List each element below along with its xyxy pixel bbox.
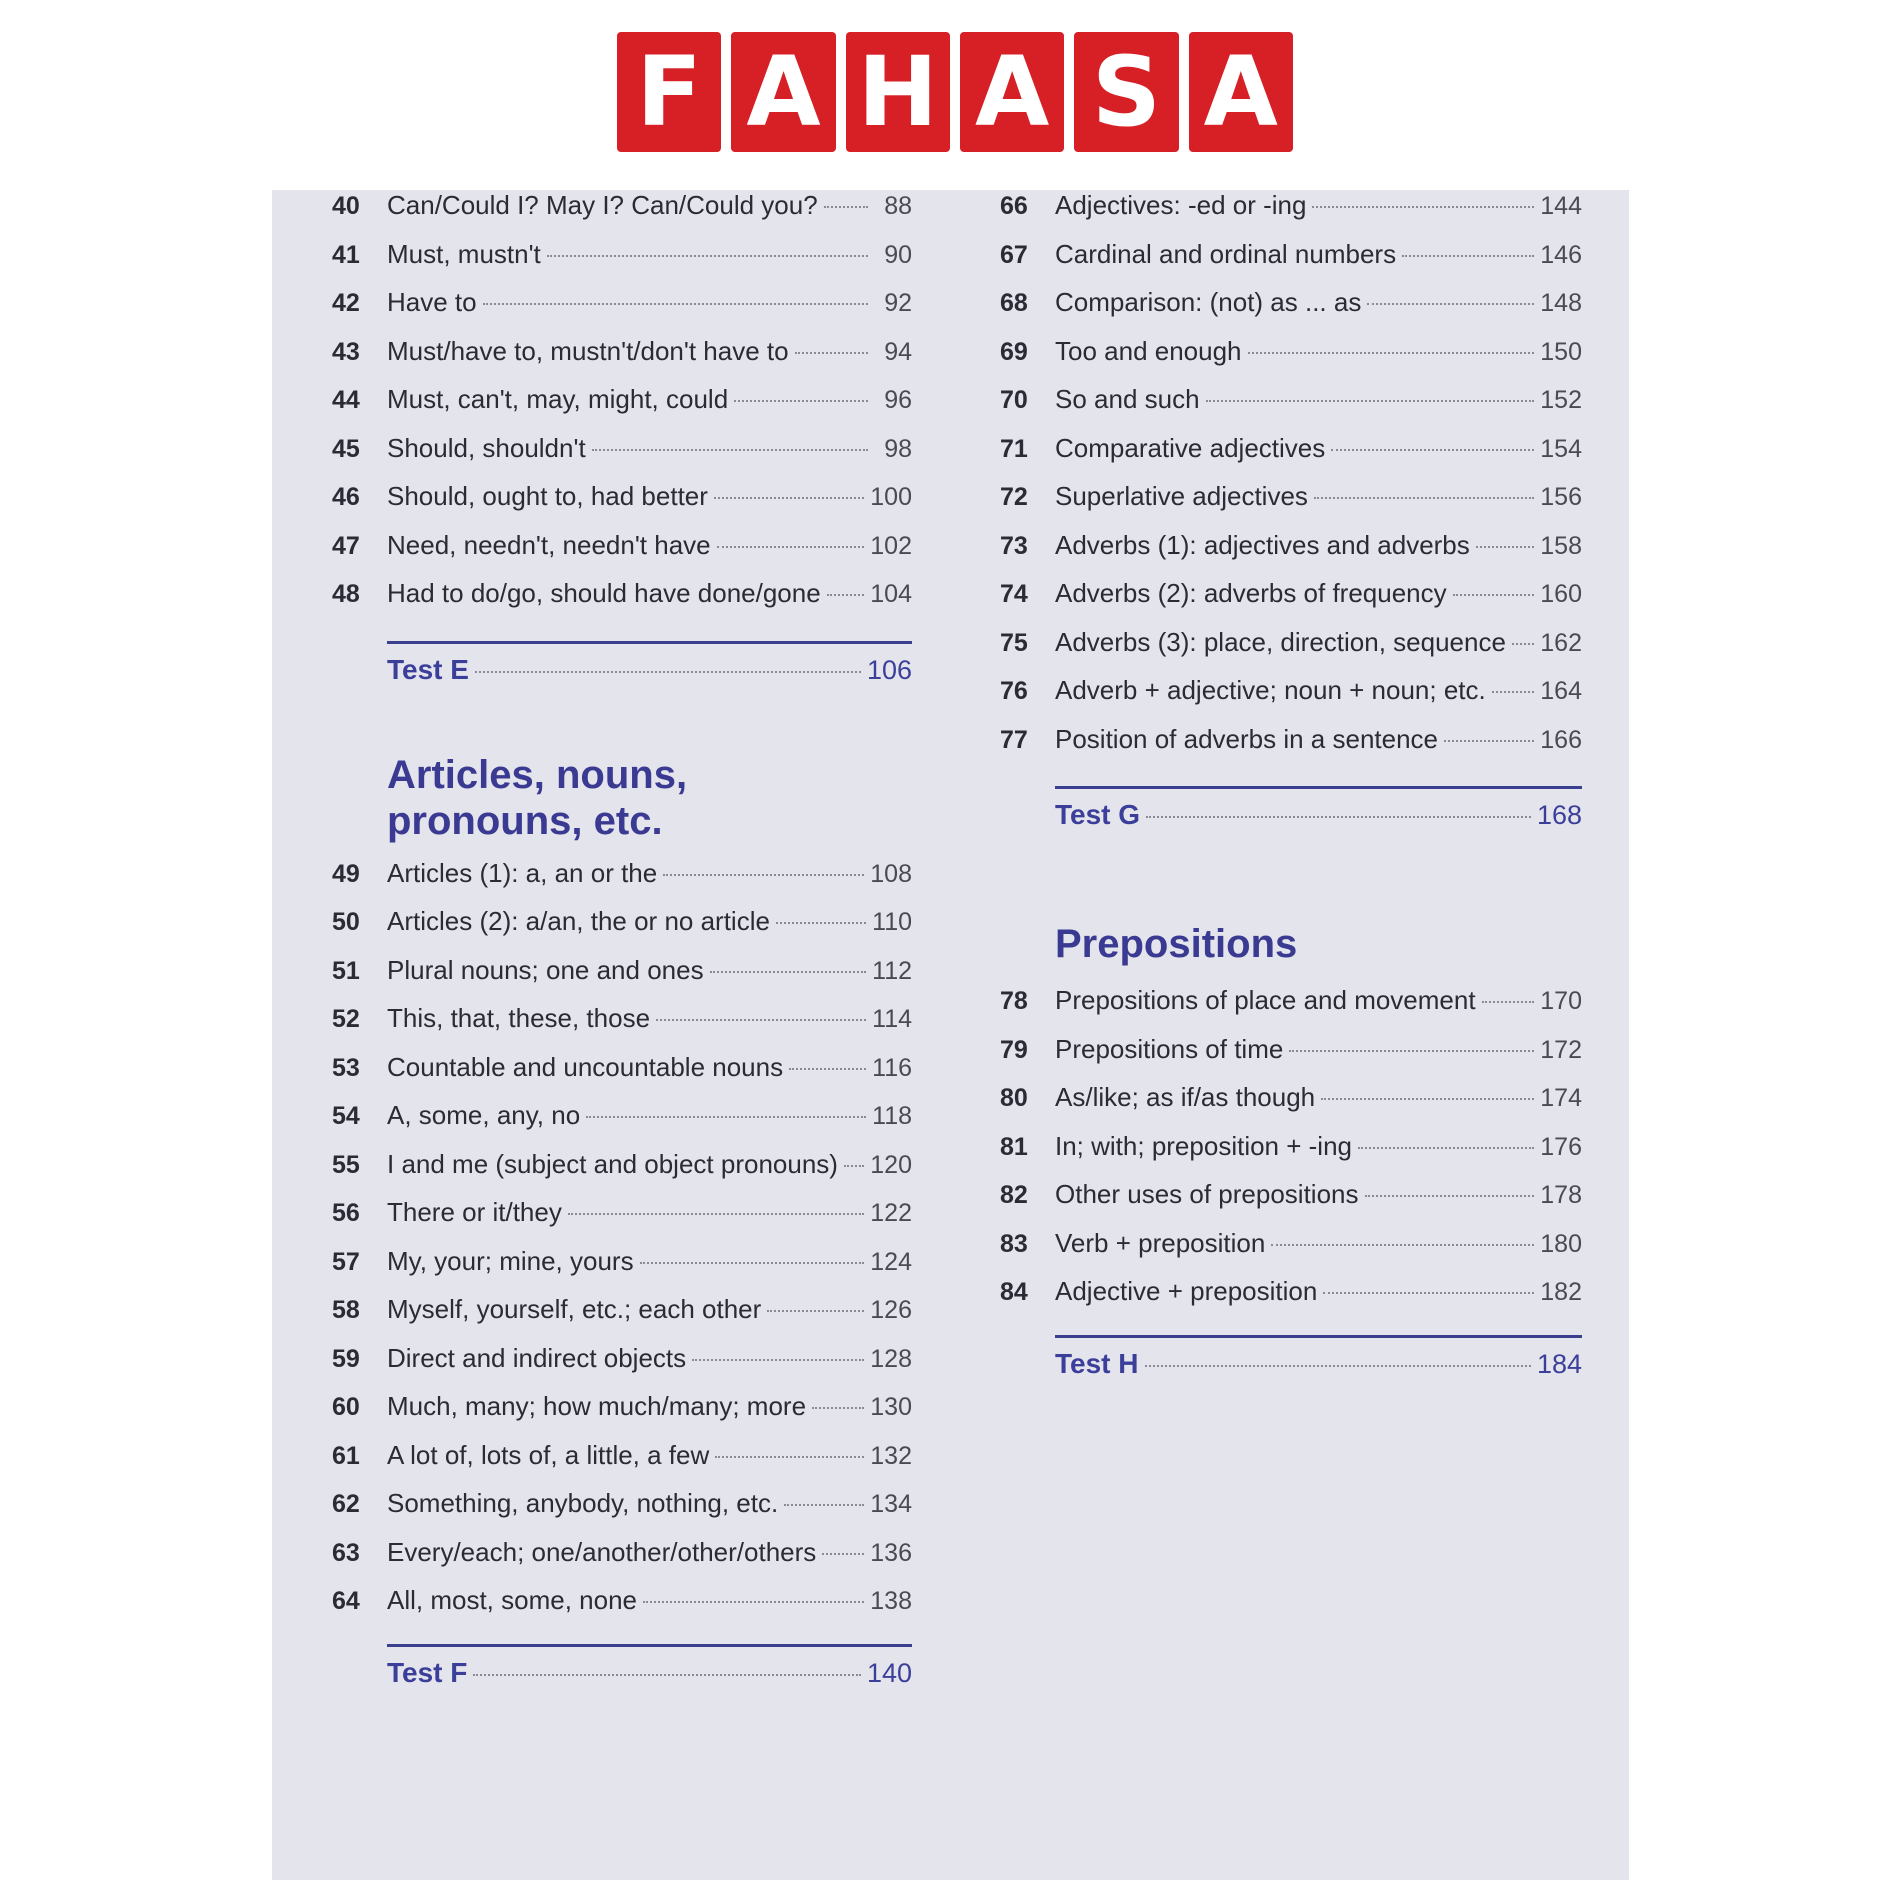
unit-title: Need, needn't, needn't have xyxy=(387,529,711,560)
unit-number: 77 xyxy=(1000,725,1028,754)
unit-number: 47 xyxy=(332,531,360,560)
leader-dots xyxy=(710,971,867,973)
toc-entry[interactable] xyxy=(332,955,912,1004)
page-number: 114 xyxy=(872,1005,912,1033)
leader-dots xyxy=(822,1553,864,1555)
test-g-entry[interactable] xyxy=(1055,786,1582,851)
unit-number: 54 xyxy=(332,1102,360,1130)
toc-entry[interactable] xyxy=(1000,985,1582,1034)
toc-entry[interactable] xyxy=(1000,1034,1582,1083)
unit-title: Adverbs (2): adverbs of frequency xyxy=(1055,578,1447,608)
unit-number: 50 xyxy=(332,908,360,936)
leader-dots xyxy=(568,1213,864,1215)
toc-entry[interactable] xyxy=(332,1294,912,1343)
page-number: 144 xyxy=(1540,192,1582,220)
unit-number: 76 xyxy=(1000,677,1028,705)
fahasa-logo xyxy=(617,32,1293,152)
unit-number: 42 xyxy=(332,289,360,317)
unit-number: 79 xyxy=(1000,1035,1028,1064)
page-number: 112 xyxy=(872,956,912,985)
logo-tile: A xyxy=(960,32,1064,152)
page-number: 94 xyxy=(884,337,912,366)
entry-list xyxy=(1000,985,1582,1325)
toc-entry[interactable] xyxy=(332,1052,912,1101)
unit-title: Every/each; one/another/other/others xyxy=(387,1536,817,1567)
unit-number: 71 xyxy=(1000,434,1028,463)
toc-entry[interactable] xyxy=(1000,433,1582,482)
unit-number: 73 xyxy=(1000,531,1028,560)
contents-page xyxy=(272,190,1629,1880)
leader-dots xyxy=(547,255,868,257)
leader-dots xyxy=(1145,1365,1531,1367)
test-h-entry[interactable] xyxy=(1055,1335,1582,1400)
unit-title: Plural nouns; one and ones xyxy=(387,954,704,985)
page-number: 146 xyxy=(1540,240,1582,269)
unit-title: There or it/they xyxy=(387,1197,562,1227)
unit-number: 80 xyxy=(1000,1084,1028,1112)
leader-dots xyxy=(776,922,866,924)
unit-number: 72 xyxy=(1000,483,1028,511)
unit-number: 53 xyxy=(332,1053,360,1082)
unit-number: 41 xyxy=(332,240,360,269)
unit-number: 67 xyxy=(1000,240,1028,269)
leader-dots xyxy=(844,1165,864,1167)
leader-dots xyxy=(795,352,868,354)
leader-dots xyxy=(824,206,868,208)
unit-number: 57 xyxy=(332,1247,360,1276)
toc-entry[interactable] xyxy=(332,1003,912,1052)
entry-list xyxy=(332,190,912,627)
unit-title: Comparison: (not) as ... as xyxy=(1055,287,1362,317)
page-number: 130 xyxy=(870,1393,912,1421)
unit-title: Articles (1): a, an or the xyxy=(387,857,658,888)
entry-list xyxy=(1000,190,1582,772)
unit-number: 59 xyxy=(332,1344,360,1373)
unit-title: Cardinal and ordinal numbers xyxy=(1055,238,1397,269)
toc-entry[interactable] xyxy=(332,190,912,239)
page-number: 176 xyxy=(1540,1132,1582,1161)
page-number: 90 xyxy=(884,240,912,269)
page-number: 178 xyxy=(1540,1181,1582,1209)
leader-dots xyxy=(715,1456,864,1458)
page-number: 104 xyxy=(870,580,912,608)
toc-entry[interactable] xyxy=(332,1197,912,1246)
leader-dots xyxy=(1206,400,1535,402)
logo-tile: A xyxy=(731,32,835,152)
unit-title: Should, ought to, had better xyxy=(387,481,708,511)
unit-number: 62 xyxy=(332,1490,360,1518)
toc-entry[interactable] xyxy=(332,530,912,579)
left-column xyxy=(332,190,912,1709)
test-title: Test E xyxy=(387,653,469,685)
toc-entry[interactable] xyxy=(332,1488,912,1537)
entry-list xyxy=(332,858,912,1634)
unit-title: All, most, some, none xyxy=(387,1585,637,1615)
leader-dots xyxy=(663,874,864,876)
page-number: 184 xyxy=(1536,1348,1582,1379)
leader-dots xyxy=(692,1359,864,1361)
toc-entry[interactable] xyxy=(332,1100,912,1149)
unit-number: 63 xyxy=(332,1538,360,1567)
toc-entry[interactable] xyxy=(1000,724,1582,773)
toc-entry[interactable] xyxy=(332,1391,912,1440)
logo-tile: A xyxy=(1189,32,1293,152)
toc-entry[interactable] xyxy=(1000,530,1582,579)
leader-dots xyxy=(643,1601,864,1603)
unit-number: 75 xyxy=(1000,628,1028,657)
unit-title: Must, can't, may, might, could xyxy=(387,384,729,414)
page-number: 156 xyxy=(1540,483,1582,511)
toc-entry[interactable] xyxy=(1000,1131,1582,1180)
page-number: 96 xyxy=(884,386,912,414)
unit-number: 69 xyxy=(1000,337,1028,366)
leader-dots xyxy=(473,1674,861,1676)
page-number: 158 xyxy=(1540,531,1582,560)
unit-title: Comparative adjectives xyxy=(1055,432,1326,463)
unit-title: Must, mustn't xyxy=(387,238,541,269)
toc-entry[interactable] xyxy=(332,1149,912,1198)
unit-number: 74 xyxy=(1000,580,1028,608)
unit-title: A, some, any, no xyxy=(387,1100,581,1130)
page-number: 148 xyxy=(1540,289,1582,317)
unit-number: 43 xyxy=(332,337,360,366)
page-number: 170 xyxy=(1540,987,1582,1015)
unit-title: In; with; preposition + -ing xyxy=(1055,1130,1352,1161)
unit-number: 56 xyxy=(332,1199,360,1227)
page-number: 138 xyxy=(870,1587,912,1615)
page-number: 132 xyxy=(870,1441,912,1470)
unit-title: Have to xyxy=(387,287,477,317)
leader-dots xyxy=(1482,1001,1535,1003)
page-number: 108 xyxy=(870,859,912,888)
unit-number: 52 xyxy=(332,1005,360,1033)
toc-entry[interactable] xyxy=(332,858,912,907)
page-number: 180 xyxy=(1540,1229,1582,1258)
toc-entry[interactable] xyxy=(1000,481,1582,530)
page-number: 124 xyxy=(870,1247,912,1276)
unit-number: 44 xyxy=(332,386,360,414)
leader-dots xyxy=(714,497,864,499)
toc-entry[interactable] xyxy=(332,1440,912,1489)
unit-number: 81 xyxy=(1000,1132,1028,1161)
unit-number: 58 xyxy=(332,1296,360,1324)
leader-dots xyxy=(1444,740,1534,742)
unit-number: 68 xyxy=(1000,289,1028,317)
toc-entry[interactable] xyxy=(332,1343,912,1392)
toc-entry[interactable] xyxy=(1000,1082,1582,1131)
leader-dots xyxy=(1289,1050,1534,1052)
toc-entry[interactable] xyxy=(1000,239,1582,288)
unit-title: Prepositions of time xyxy=(1055,1033,1284,1064)
unit-title: So and such xyxy=(1055,384,1200,414)
leader-dots xyxy=(827,594,865,596)
toc-entry[interactable] xyxy=(1000,1179,1582,1228)
leader-dots xyxy=(784,1504,864,1506)
leader-dots xyxy=(1248,352,1535,354)
unit-title: Must/have to, mustn't/don't have to xyxy=(387,335,789,366)
toc-entry[interactable] xyxy=(1000,627,1582,676)
page-number: 126 xyxy=(870,1296,912,1324)
unit-number: 46 xyxy=(332,483,360,511)
unit-title: Adverb + adjective; noun + noun; etc. xyxy=(1055,675,1486,705)
page-number: 110 xyxy=(872,908,912,936)
page-number: 98 xyxy=(884,434,912,463)
leader-dots xyxy=(1314,497,1534,499)
test-title: Test F xyxy=(387,1656,468,1688)
unit-title: Should, shouldn't xyxy=(387,432,586,463)
leader-dots xyxy=(1476,546,1535,548)
toc-entry[interactable] xyxy=(332,481,912,530)
section-heading: Articles, nouns, pronouns, etc. xyxy=(387,752,688,843)
leader-dots xyxy=(767,1310,864,1312)
unit-number: 45 xyxy=(332,434,360,463)
toc-entry[interactable] xyxy=(332,239,912,288)
unit-number: 51 xyxy=(332,956,360,985)
leader-dots xyxy=(1492,691,1535,693)
unit-number: 70 xyxy=(1000,386,1028,414)
page-number: 154 xyxy=(1540,434,1582,463)
unit-title: Superlative adjectives xyxy=(1055,481,1308,511)
page-number: 106 xyxy=(866,654,912,685)
right-column xyxy=(1000,190,1582,1400)
toc-entry[interactable] xyxy=(1000,1276,1582,1325)
leader-dots xyxy=(812,1407,864,1409)
page-number: 182 xyxy=(1540,1278,1582,1306)
page-number: 172 xyxy=(1540,1035,1582,1064)
leader-dots xyxy=(1453,594,1535,596)
page-number: 88 xyxy=(884,192,912,220)
leader-dots xyxy=(483,303,868,305)
leader-dots xyxy=(1312,206,1534,208)
page-number: 102 xyxy=(870,531,912,560)
test-e-entry[interactable] xyxy=(387,641,912,706)
unit-title: Adverbs (3): place, direction, sequence xyxy=(1055,626,1506,657)
unit-title: A lot of, lots of, a little, a few xyxy=(387,1439,710,1470)
page-number: 116 xyxy=(872,1053,912,1082)
page-number: 128 xyxy=(870,1344,912,1373)
leader-dots xyxy=(789,1068,866,1070)
leader-dots xyxy=(1321,1098,1534,1100)
leader-dots xyxy=(1146,816,1531,818)
leader-dots xyxy=(1331,449,1534,451)
unit-title: Adjectives: -ed or -ing xyxy=(1055,190,1307,220)
test-f-entry[interactable] xyxy=(387,1644,912,1709)
page-number: 166 xyxy=(1540,725,1582,754)
leader-dots xyxy=(1358,1147,1534,1149)
unit-title: Too and enough xyxy=(1055,335,1242,366)
unit-title: I and me (subject and object pronouns) xyxy=(387,1148,838,1179)
unit-title: Verb + preposition xyxy=(1055,1227,1266,1258)
page-number: 162 xyxy=(1540,628,1582,657)
toc-entry[interactable] xyxy=(1000,384,1582,433)
unit-title: Other uses of prepositions xyxy=(1055,1179,1359,1209)
page-number: 136 xyxy=(870,1538,912,1567)
unit-title: Countable and uncountable nouns xyxy=(387,1051,784,1082)
toc-entry[interactable] xyxy=(332,1537,912,1586)
section-heading: Prepositions xyxy=(1055,922,1298,966)
toc-entry[interactable] xyxy=(332,906,912,955)
page-number: 160 xyxy=(1540,580,1582,608)
unit-number: 66 xyxy=(1000,192,1028,220)
unit-title: Position of adverbs in a sentence xyxy=(1055,723,1439,754)
unit-number: 49 xyxy=(332,859,360,888)
leader-dots xyxy=(592,449,868,451)
toc-entry[interactable] xyxy=(1000,190,1582,239)
unit-title: As/like; as if/as though xyxy=(1055,1082,1316,1112)
toc-entry[interactable] xyxy=(1000,1228,1582,1277)
leader-dots xyxy=(586,1116,866,1118)
leader-dots xyxy=(734,400,868,402)
logo-tile: S xyxy=(1074,32,1178,152)
unit-number: 48 xyxy=(332,580,360,608)
unit-title: My, your; mine, yours xyxy=(387,1245,634,1276)
unit-title: Articles (2): a/an, the or no article xyxy=(387,906,770,936)
unit-title: Had to do/go, should have done/gone xyxy=(387,578,821,608)
unit-number: 84 xyxy=(1000,1278,1028,1306)
leader-dots xyxy=(1512,643,1534,645)
toc-entry[interactable] xyxy=(1000,675,1582,724)
unit-title: Much, many; how much/many; more xyxy=(387,1391,807,1421)
unit-number: 40 xyxy=(332,192,360,220)
leader-dots xyxy=(640,1262,865,1264)
leader-dots xyxy=(1367,303,1534,305)
page-number: 100 xyxy=(870,483,912,511)
toc-entry[interactable] xyxy=(332,1585,912,1634)
logo-tile: H xyxy=(846,32,950,152)
unit-title: Prepositions of place and movement xyxy=(1055,985,1476,1015)
leader-dots xyxy=(717,546,865,548)
page-number: 150 xyxy=(1540,337,1582,366)
toc-entry[interactable] xyxy=(332,384,912,433)
unit-number: 82 xyxy=(1000,1181,1028,1209)
page-number: 174 xyxy=(1540,1084,1582,1112)
page-number: 140 xyxy=(866,1657,912,1688)
leader-dots xyxy=(656,1019,866,1021)
unit-title: Adverbs (1): adjectives and adverbs xyxy=(1055,529,1470,560)
leader-dots xyxy=(1323,1292,1534,1294)
toc-entry[interactable] xyxy=(332,433,912,482)
unit-number: 64 xyxy=(332,1587,360,1615)
page-number: 152 xyxy=(1540,386,1582,414)
logo-tile: F xyxy=(617,32,721,152)
page-number: 120 xyxy=(870,1150,912,1179)
leader-dots xyxy=(1365,1195,1535,1197)
page-number: 92 xyxy=(884,289,912,317)
test-title: Test G xyxy=(1055,799,1141,830)
unit-title: Adjective + preposition xyxy=(1055,1276,1318,1306)
unit-title: This, that, these, those xyxy=(387,1003,651,1033)
toc-entry[interactable] xyxy=(332,578,912,627)
leader-dots xyxy=(1402,255,1534,257)
toc-entry[interactable] xyxy=(1000,336,1582,385)
page-number: 134 xyxy=(870,1490,912,1518)
page-number: 168 xyxy=(1536,800,1582,830)
unit-title: Myself, yourself, etc.; each other xyxy=(387,1294,762,1324)
toc-entry[interactable] xyxy=(1000,287,1582,336)
leader-dots xyxy=(475,671,861,673)
unit-number: 55 xyxy=(332,1150,360,1179)
test-title: Test H xyxy=(1055,1347,1139,1379)
page-number: 118 xyxy=(872,1102,912,1130)
page-number: 122 xyxy=(870,1199,912,1227)
toc-entry[interactable] xyxy=(332,287,912,336)
toc-entry[interactable] xyxy=(1000,578,1582,627)
toc-entry[interactable] xyxy=(332,1246,912,1295)
page-number: 164 xyxy=(1540,677,1582,705)
toc-entry[interactable] xyxy=(332,336,912,385)
unit-number: 61 xyxy=(332,1441,360,1470)
unit-number: 60 xyxy=(332,1393,360,1421)
leader-dots xyxy=(1271,1244,1534,1246)
unit-title: Can/Could I? May I? Can/Could you? xyxy=(387,190,818,220)
unit-title: Something, anybody, nothing, etc. xyxy=(387,1488,779,1518)
unit-number: 78 xyxy=(1000,987,1028,1015)
unit-title: Direct and indirect objects xyxy=(387,1342,687,1373)
unit-number: 83 xyxy=(1000,1229,1028,1258)
